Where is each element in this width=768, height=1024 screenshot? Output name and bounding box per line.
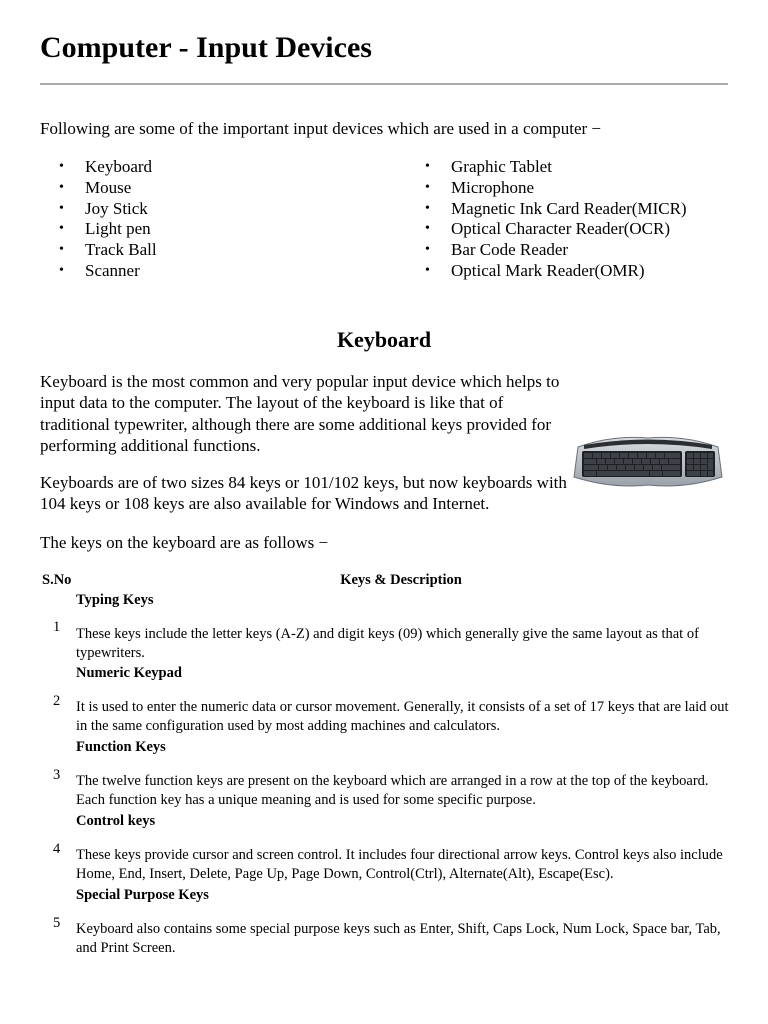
- list-item: • Scanner: [40, 261, 157, 282]
- list-item: • Optical Character Reader(OCR): [406, 219, 687, 240]
- section-heading-keyboard: Keyboard: [336, 327, 432, 352]
- device-list-left: [40, 157, 157, 282]
- row-description: Keyboard also contains some special purpose keys such as Enter, Shift, Caps Lock, Num Lock, Space bar, Tab, and Print Screen.: [76, 921, 721, 956]
- row-number: 5: [53, 915, 61, 931]
- keyboard-paragraph-1-text: Keyboard is the most common and very popular input device which helps to input data to the computer. The layout of the keyboard is like that of traditional typewriter, although there are some additional keys provided for performing additional functions.: [40, 372, 560, 455]
- device-list-right: [406, 157, 687, 282]
- row-description: It is used to enter the numeric data or cursor movement. Generally, it consists of a set of 17 keys that are laid out in the same configuration used by most adding machines and calculators.: [76, 699, 729, 734]
- row-number: 1: [53, 619, 61, 635]
- row-key-name: Typing Keys: [76, 592, 154, 608]
- row-description: These keys include the letter keys (A-Z) and digit keys (09) which generally give the same layout as that of typewriters.: [76, 626, 699, 661]
- title-divider: [40, 83, 728, 85]
- keyboard-paragraph-3: The keys on the keyboard are as follows −: [40, 533, 329, 552]
- list-item: • Mouse: [40, 178, 157, 199]
- list-item: • Optical Mark Reader(OMR): [406, 261, 687, 282]
- keyboard-image: [572, 433, 724, 491]
- table-header-description: Keys & Description: [340, 572, 462, 588]
- intro-text: Following are some of the important input devices which are used in a computer −: [40, 119, 601, 138]
- list-item: • Graphic Tablet: [406, 157, 687, 178]
- row-description: These keys provide cursor and screen control. It includes four directional arrow keys. Control keys also include Home, End, Insert, Delete, Page Up, Page Down, Control(Ctrl), Alternate(Alt), Escape(Esc).: [76, 847, 723, 882]
- keyboard-picture-icon: [572, 433, 724, 491]
- row-key-name: Numeric Keypad: [76, 665, 182, 681]
- page-title: Computer - Input Devices: [40, 31, 372, 64]
- row-key-name: Function Keys: [76, 739, 166, 755]
- row-key-name: Special Purpose Keys: [76, 887, 209, 903]
- list-item: • Track Ball: [40, 240, 157, 261]
- list-item: • Joy Stick: [40, 199, 157, 220]
- list-item: • Magnetic Ink Card Reader(MICR): [406, 199, 687, 220]
- list-item: • Keyboard: [40, 157, 157, 178]
- row-key-name: Control keys: [76, 813, 156, 829]
- row-number: 2: [53, 693, 61, 709]
- keyboard-paragraph-2: Keyboards are of two sizes 84 keys or 101/102 keys, but now keyboards with 104 keys or 108 keys are also available for Windows and Internet.: [40, 473, 567, 514]
- table-header-sno: S.No: [42, 572, 72, 588]
- list-item: • Microphone: [406, 178, 687, 199]
- row-number: 4: [53, 841, 61, 857]
- list-item: • Light pen: [40, 219, 157, 240]
- row-number: 3: [53, 767, 61, 783]
- list-item: • Bar Code Reader: [406, 240, 687, 261]
- row-description: The twelve function keys are present on the keyboard which are arranged in a row at the top of the keyboard. Each function key has a unique meaning and is used for some specific purpose.: [76, 773, 709, 808]
